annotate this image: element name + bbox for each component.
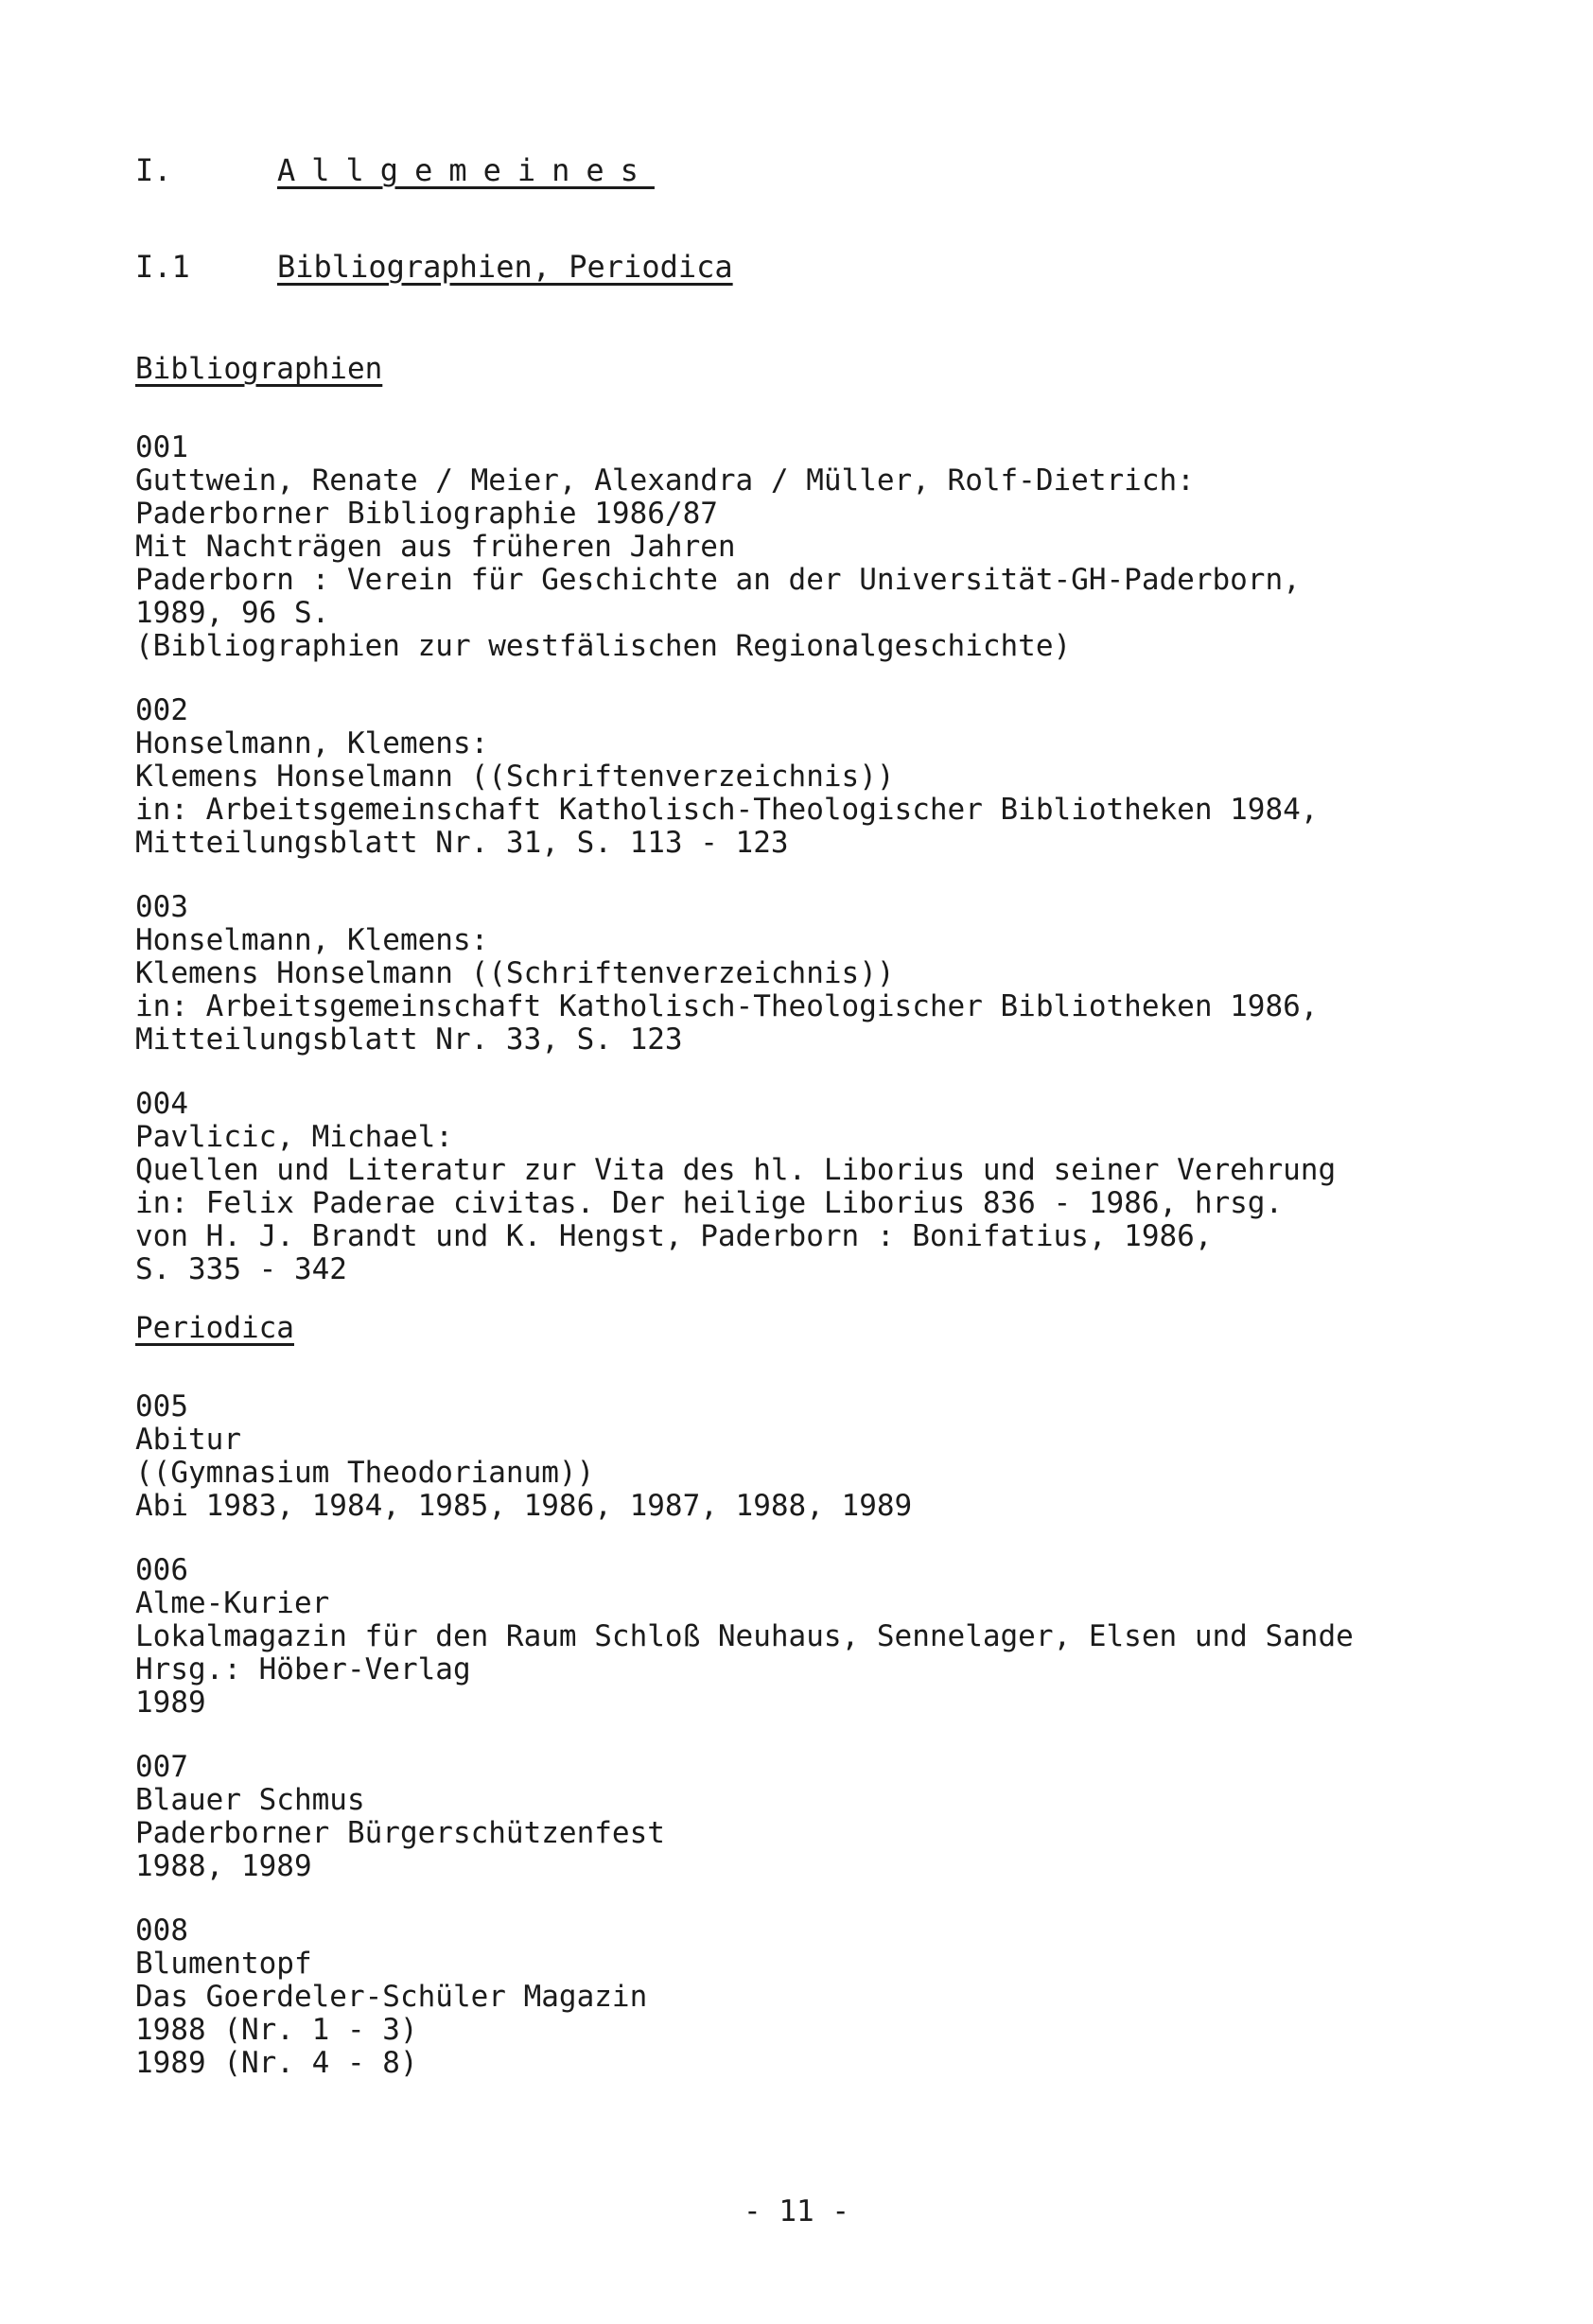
section-title: Bibliographien, Periodica: [277, 249, 733, 285]
entry-number: 001: [135, 430, 188, 464]
subheading-periodica: Periodica: [135, 1311, 294, 1345]
entry-line: Honselmann, Klemens:: [135, 923, 489, 957]
entry-line: in: Arbeitsgemeinschaft Katholisch-Theologischer Bibliotheken 1986,: [135, 989, 1319, 1023]
bibliography-entry: [135, 1088, 1479, 1286]
entry-line: von H. J. Brandt und K. Hengst, Paderborn : Bonifatius, 1986,: [135, 1219, 1213, 1253]
entry-line: (Bibliographien zur westfälischen Regionalgeschichte): [135, 629, 1072, 663]
entry-line: Abitur: [135, 1423, 241, 1457]
entry-number: 004: [135, 1087, 188, 1121]
entry-line: in: Felix Paderae civitas. Der heilige Liborius 836 - 1986, hrsg.: [135, 1186, 1284, 1220]
entry-number: 007: [135, 1750, 188, 1784]
entry-line: Das Goerdeler-Schüler Magazin: [135, 1980, 648, 2014]
entry-line: 1989: [135, 1686, 206, 1720]
entry-line: Lokalmagazin für den Raum Schloß Neuhaus, Sennelager, Elsen und Sande: [135, 1619, 1354, 1653]
entry-line: 1989, 96 S.: [135, 596, 330, 630]
chapter-heading: [135, 151, 1479, 189]
entry-line: Blauer Schmus: [135, 1783, 365, 1817]
entry-line: Alme-Kurier: [135, 1586, 330, 1620]
entry-line: S. 335 - 342: [135, 1252, 347, 1286]
entry-number: 002: [135, 693, 188, 727]
entry-line: 1989 (Nr. 4 - 8): [135, 2046, 418, 2080]
section-heading: [135, 248, 1479, 286]
entry-line: Blumentopf: [135, 1947, 312, 1981]
entry-line: ((Gymnasium Theodorianum)): [135, 1456, 595, 1490]
entry-line: Paderborner Bibliographie 1986/87: [135, 497, 718, 531]
entry-line: Quellen und Literatur zur Vita des hl. Liborius und seiner Verehrung: [135, 1153, 1337, 1187]
entry-line: 1988, 1989: [135, 1849, 312, 1883]
entry-line: Hrsg.: Höber-Verlag: [135, 1652, 471, 1686]
entry-number: 006: [135, 1553, 188, 1587]
entry-number: 003: [135, 890, 188, 924]
entry-line: Guttwein, Renate / Meier, Alexandra / Müller, Rolf-Dietrich:: [135, 463, 1195, 498]
entry-line: Mitteilungsblatt Nr. 31, S. 113 - 123: [135, 826, 789, 860]
bibliography-entry: [135, 891, 1479, 1057]
page-content: [135, 151, 1479, 2111]
entry-line: Klemens Honselmann ((Schriftenverzeichnis)): [135, 760, 895, 794]
entry-line: Paderborner Bürgerschützenfest: [135, 1816, 665, 1850]
entry-number: 008: [135, 1913, 188, 1948]
bibliography-entry: [135, 431, 1479, 663]
subheading-bibliographien: Bibliographien: [135, 352, 383, 386]
entry-line: Mitteilungsblatt Nr. 33, S. 123: [135, 1022, 683, 1057]
entry-line: Pavlicic, Michael:: [135, 1120, 453, 1154]
chapter-title: Allgemeines: [277, 152, 655, 188]
bibliography-entry: [135, 694, 1479, 860]
entry-number: 005: [135, 1389, 188, 1424]
periodical-entry: [135, 1751, 1479, 1883]
page-number: - 11 -: [744, 2194, 849, 2228]
entry-line: in: Arbeitsgemeinschaft Katholisch-Theologischer Bibliotheken 1984,: [135, 793, 1319, 827]
entry-line: Mit Nachträgen aus früheren Jahren: [135, 530, 736, 564]
entry-line: Honselmann, Klemens:: [135, 726, 489, 760]
periodical-entry: [135, 1914, 1479, 2080]
chapter-number: I.: [135, 152, 172, 188]
entry-line: Abi 1983, 1984, 1985, 1986, 1987, 1988, 1989: [135, 1489, 913, 1523]
entry-line: Paderborn : Verein für Geschichte an der Universität-GH-Paderborn,: [135, 563, 1301, 597]
entry-line: Klemens Honselmann ((Schriftenverzeichnis)): [135, 956, 895, 990]
section-number: I.1: [135, 249, 190, 285]
periodical-entry: [135, 1390, 1479, 1523]
periodical-entry: [135, 1554, 1479, 1720]
entry-line: 1988 (Nr. 1 - 3): [135, 2013, 418, 2047]
